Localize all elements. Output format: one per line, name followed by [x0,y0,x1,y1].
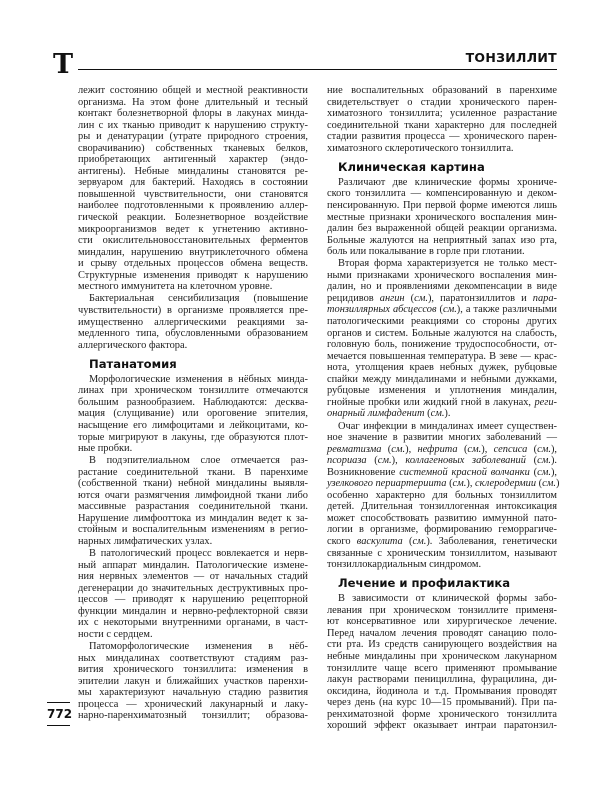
section-heading: Лечение и профилактика [338,576,511,591]
text-line: далин без выраженной общей реакции организма. [327,223,557,235]
text-line [327,444,557,456]
text-line: детей. Длительная тонзиллогенная интоксикация [327,501,557,513]
text-line: процесса — хронический лакунарный и лаку- [78,698,308,710]
text-line: В патологический процесс вовлекается и нерв- [89,548,308,560]
text-line: пенсированную. При первой форме имеются лишь [327,199,557,211]
text-line: сворачиванию) собственных тканевых белков, [78,142,308,154]
cross-reference-term: ангин [379,292,405,304]
text-line: цессов — приводят к нарушению рецепторной [78,594,308,606]
text-segment: ( [527,443,538,455]
text-line: дегенерации до значительных деструктивных про- [78,582,308,594]
text-line: нарно-паренхиматозный тонзиллит; образова- [78,710,308,722]
text-line: линах при хроническом тонзиллите отмечаются [78,385,308,397]
text-line: левания при хроническом тонзиллите применя- [327,604,557,616]
text-segment: ( [366,455,378,467]
text-line [327,536,557,548]
text-line: функции миндалин и нервно-рефлекторной связи [78,605,308,617]
text-line: аллергического фактора. [78,339,188,351]
text-segment: ), а также различными [456,304,557,316]
text-line: стадии развития процесса — хронического парен- [327,131,557,143]
text-line: растание соединительной ткани. В паренхиме [78,466,308,478]
cross-reference-term: см. [412,536,427,548]
text-line: антигены). Небные миндалины становятся ре- [78,165,308,177]
text-segment: ) [555,478,560,490]
text-line: ности с сердцем. [78,628,153,640]
text-line: Структурные изменения приводят к нарушению [78,269,308,281]
text-segment: ), [391,455,406,467]
text-line: особенно характерно для больных тонзиллитом [327,489,557,501]
text-segment: ), [405,443,418,455]
text-segment: ( [404,292,415,304]
text-line [327,467,557,479]
paragraph [327,177,557,258]
text-line: боль или покалывание в горле при глотании. [327,246,525,258]
text-line: миндалин, нарушению внутриклеточного обмена [78,246,308,258]
text-line: ры и денатурации (утрате природного строения, [78,131,308,143]
section-heading: Патанатомия [89,356,177,371]
cross-reference-term: тонзиллярных абсцессов [327,304,437,316]
running-title: ТОНЗИЛЛИТ [465,50,557,65]
text-segment: ), [550,443,558,455]
section-heading: Клиническая картина [338,159,485,174]
text-line: Нарушение лимфооттока из миндалин ведет к за- [78,512,308,524]
text-segment: ( [424,408,431,420]
text-line: может способствовать развитию иммунной пато- [327,512,557,524]
text-line: Бактериальная сенсибилизация (повышение [89,293,308,305]
cross-reference-term: см. [377,455,392,467]
paragraph [78,293,308,351]
text-column-left [78,85,308,723]
cross-reference-term: сепсиса [493,443,528,455]
section-letter: Т [53,49,74,80]
text-segment: Возникновение [327,466,400,478]
text-line: далин, но и проявлениями декомпенсации в виде [327,281,557,293]
text-line: Патоморфологические изменения в нёб- [89,641,308,653]
text-line: В подэпителиальном слое отмечается раз- [89,455,308,467]
text-line: массивные разрастания соединительной ткани. [78,501,308,513]
paragraph [78,85,308,293]
cross-reference-term: см. [452,478,467,490]
text-line: нарных лимфатических узлах. [78,536,213,548]
text-line: головную боль, понижение трудоспособности, от- [327,339,557,351]
paragraph [78,641,308,722]
text-segment: ( [402,536,413,548]
text-segment: ( [529,466,538,478]
text-line: ского тонзиллита — компенсированную и деком- [327,188,557,200]
text-line: насыщение его лимфоцитами и лейкоцитами, ко- [78,419,308,431]
cross-reference-term: нефрита [417,443,458,455]
text-line: ния нервных элементов — от начальных стадий [78,571,308,583]
text-line: сти окислительновосстановительных ферментов [78,235,308,247]
text-line: гической реакции. Болезнетворное воздействие [78,212,308,224]
text-line: химатозного тонзиллита; усиленное разрастание [327,108,557,120]
text-line: хороший эффект оказывает интраи паратонзил- [327,720,557,732]
text-segment: ( [446,478,453,490]
cross-reference-term: см. [430,408,445,420]
text-line: Морфологические изменения в нёбных минда- [89,373,308,385]
text-line: Очаг инфекции в миндалинах имеет существен- [338,420,557,432]
text-line: лакун растворами пенициллина, фурацилина, ди- [327,674,557,686]
text-segment: ). Заболевания, генетически [426,536,558,548]
text-line: логии в организме, формированию геморрагиче- [327,524,557,536]
cross-reference-term: реги- [534,396,557,408]
text-segment: ). [444,408,451,420]
text-line: (собственной ткани) небной миндалины выявля- [78,478,308,490]
text-segment: гнойные пробки или жидкий гной в лакунах, [327,396,535,408]
cross-reference-term: пара- [532,292,558,304]
text-line: оксидина, йодинола и т.д. Промывания проводят [327,685,557,697]
text-line: соединительной ткани характерно для последней [327,119,557,131]
page-number: 772 [47,702,70,726]
cross-reference-term: см. [537,443,551,455]
text-line: стойным и воспалительным изменениям в регио- [78,524,308,536]
cross-reference-term: ревматизма [327,443,382,455]
text-line: ных миндалинах соответствуют стадиям раз- [78,652,308,664]
paragraph [78,548,308,640]
text-line: торые мигрируют в лакуны, где образуются плот- [78,431,308,443]
text-line: местного иммунитета на клеточном уровне. [78,281,273,293]
text-line: небные миндалины при хроническом лакунарном [327,650,557,662]
cross-reference-term: склеродермии [475,478,537,490]
text-line: спайки между миндалинами и небными дужками, [327,373,557,385]
text-line: медленного типа, обусловленными образованием [78,328,308,340]
text-line [327,455,557,467]
text-segment: ). [550,455,557,467]
cross-reference-term: см. [442,304,457,316]
text-line: зервуаром для бактерий. Находясь в состоянии [78,177,308,189]
text-line: Вторая форма характеризуется не только мест- [338,258,557,270]
text-segment: ( [381,443,392,455]
text-line: вития хронического тонзиллита: изменения в [78,664,308,676]
text-line: Больные жалуются на неприятный запах изо рта, [327,234,557,246]
text-line: В зависимости от клинической формы забо- [338,593,557,605]
text-line: ный аппарат миндалин. Патологические измене- [78,559,308,571]
text-line [327,408,557,420]
cross-reference-term: васкулита [356,536,403,548]
text-line: лежит состоянию общей и местной реактивности [78,85,308,96]
text-line: сти рта. Из средств санирующего воздействия на [327,639,557,651]
text-line: мечается повышенная температура. В зеве — крас- [327,350,557,362]
text-line: организма. На этом фоне длительный и тесный [78,96,308,108]
text-line: органов и систем. Больные жалуются на слабость, [327,327,557,339]
cross-reference-term: псориаза [327,455,367,467]
text-line: наиболее подготовленными к проявлению аллер- [78,200,308,212]
paragraph [327,593,557,732]
text-segment: ( [536,478,543,490]
text-line: рубцовые изменения и уплотнения миндалин, [327,385,557,397]
paragraph [327,85,557,154]
header-rule [78,69,557,70]
cross-reference-term: см. [537,455,551,467]
cross-reference-term: см. [414,292,428,304]
text-line: их с некоторыми внутренними органами, в част- [78,617,308,629]
text-segment: ского [327,536,357,548]
text-segment: ( [436,304,443,316]
text-line [327,397,557,409]
text-line: лин с их тканью приводит к нарушению структу- [78,119,308,131]
text-segment: ( [457,443,468,455]
text-line [327,478,560,490]
text-line: тонзиллокардиальным синдромом. [327,559,482,571]
cross-reference-term: узелкового периартериита [327,478,447,490]
text-line: ренхиматозной форме хронического тонзиллита [327,708,557,720]
text-line: большим разнообразием. Наблюдаются: десква- [78,396,308,408]
text-line: мы характеризуют начальную стадию развития [78,687,308,699]
text-segment: ), [550,466,557,478]
text-line: местные признаки хронического воспаления мин- [327,211,557,223]
text-line [327,293,557,305]
text-line: микроорганизмов ведет к угнетению активно- [78,223,308,235]
text-line: и срыву отдельных процессов обмена веществ. [78,258,308,270]
text-segment: ( [525,455,538,467]
text-line: приобретающих антигенный характер (эндо- [78,154,308,166]
text-line: ние воспалительных образований в паренхиме [327,85,557,96]
text-line: ются очаги размягчения лимфоидной ткани либо [78,489,308,501]
text-line: химатозного склеротического тонзиллита. [327,142,514,154]
text-line: ные пробки. [78,443,133,455]
text-line: Различают две клинические формы хрониче- [338,176,557,188]
text-column-right [327,85,560,732]
text-line: Перед началом лечения проводят санацию поло- [327,627,557,639]
text-line: нота, утолщения краев небных дужек, рубцовые [327,362,557,374]
text-segment: рецидивов [327,292,380,304]
cross-reference-term: системной красной волчанки [399,466,530,478]
paragraph [78,374,308,455]
text-line: контакт болезнетворной флоры в лакунах минда- [78,108,308,120]
text-line: через день (на курс 10—15 промываний). При па- [327,697,557,709]
cross-reference-term: см. [467,443,482,455]
text-line: повышенной чувствительности, они становятся [78,188,308,200]
text-line [327,304,557,316]
cross-reference-term: онарный лимфаденит [327,408,425,420]
cross-reference-term: см. [537,466,551,478]
cross-reference-term: см. [542,478,556,490]
text-line: связанные с хроническим тонзиллитом, называют [327,547,557,559]
text-line: тонзиллите чаще всего применяют промывание [327,662,557,674]
text-segment: ), [481,443,494,455]
text-line: мация (слущивание) или ороговение эпителия, [78,408,308,420]
text-line: ными признаками хронического воспаления мин- [327,269,557,281]
text-segment: ), паратонзиллитов и [427,292,533,304]
paragraph [327,420,560,571]
text-segment: ), [466,478,476,490]
text-line: чувствительности) в организме проявляется пре- [78,304,308,316]
text-line: свидетельствует о стадии хронического парен- [327,96,557,108]
cross-reference-term: см. [391,443,406,455]
paragraph [78,455,308,547]
cross-reference-term: коллагеновых заболеваний [405,455,526,467]
text-line: ное значение в развитии многих заболеваний — [327,432,557,444]
text-line: имущественно аллергическими реакциями за- [78,316,308,328]
paragraph [327,258,557,420]
text-line: эпителии лакун и ближайших участков паренхи- [78,675,308,687]
text-line: ют консервативное или хирургическое лечение. [327,616,557,628]
text-line: патологическими реакциями со стороны других [327,316,557,328]
